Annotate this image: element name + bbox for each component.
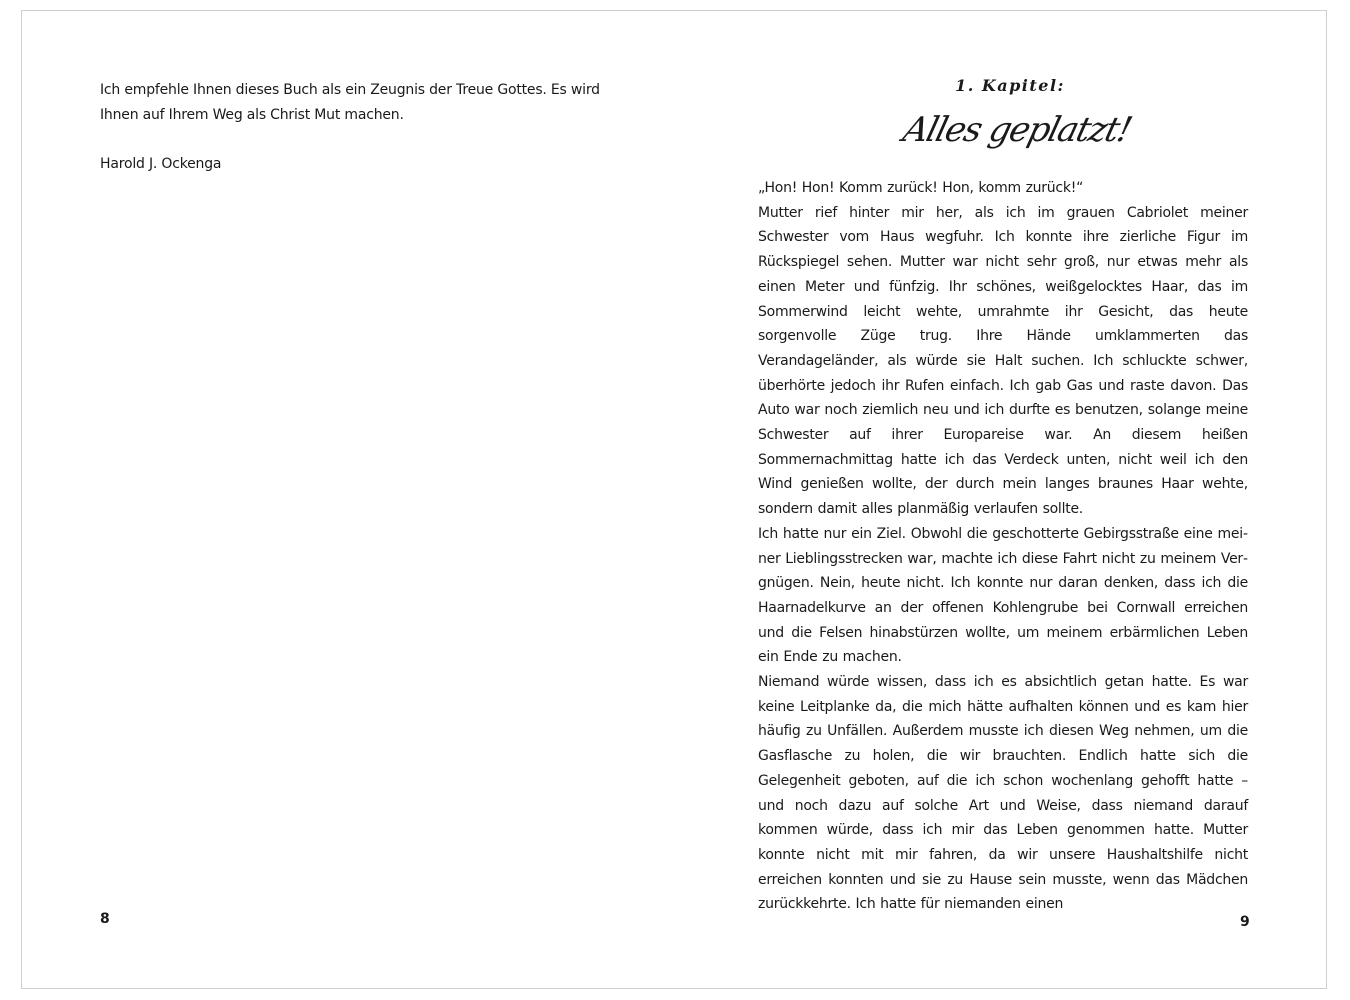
- page-number-left: 8: [100, 911, 110, 927]
- paragraph: Ich hatte nur ein Ziel. Obwohl die geschotterte Gebirgsstraße eine meiner Lieblingsstrecken war, machte ich diese Fahrt nicht zu meinem Vergnügen. Nein, heute nicht. Ich konnte nur daran denken, dass ich die Haarnadelkurve an der offenen Kohlengrube bei Cornwall erreichen und die Felsen hinabstürzen wollte, um meinem erbärmlichen Leben ein Ende zu machen.: [758, 525, 1248, 666]
- paragraph: „Hon! Hon! Komm zurück! Hon, komm zurück!“: [758, 180, 1084, 196]
- chapter-label: 1. Kapitel:: [955, 76, 1065, 95]
- foreword-text: Ich empfehle Ihnen dieses Buch als ein Zeugnis der Treue Gottes. Es wird Ihnen auf Ihrem Weg als Christ Mut machen.: [100, 82, 600, 123]
- page-number-right: 9: [1240, 914, 1250, 930]
- paragraph: Niemand würde wissen, dass ich es absichtlich getan hatte. Es war keine Leitplanke da, die mich hätte aufhalten können und es kam hier häufig zu Unfällen. Außerdem musste ich diesen Weg nehmen, um die Gasflasche zu holen, die wir brauchten. Endlich hatte sich die Gelegenheit geboten, auf die ich schon wochenlang gehofft hatte – und noch dazu auf solche Art und Weise, dass niemand darauf kommen würde, dass ich mir das Leben genommen hatte. Mutter konnte nicht mit mir fahren, da wir unsere Haushaltshilfe nicht erreichen konnten und sie zu Hause sein musste, wenn das Mädchen zurückkehrte. Ich hatte für niemanden einen: [758, 674, 1248, 913]
- paragraph: Mutter rief hinter mir her, als ich im grauen Cabriolet meiner Schwester vom Haus wegfuhr. Ich konnte ihre zierliche Figur im Rückspiegel sehen. Mutter war nicht sehr groß, nur etwas mehr als einen Meter und fünfzig. Ihr schönes, weißgelocktes Haar, das im Sommerwind leicht wehte, umrahmte ihr Gesicht, das heute sorgenvolle Züge trug. Ihre Hände umklammerten das Verandageländer, als würde sie Halt suchen. Ich schluckte schwer, überhörte jedoch ihr Rufen einfach. Ich gab Gas und raste davon. Das Auto war noch ziemlich neu und ich durfte es benutzen, solange meine Schwester auf ihrer Europareise war. An diesem heißen Sommernachmittag hatte ich das Verdeck unten, nicht weil ich den Wind genießen wollte, der durch mein langes braunes Haar wehte, sondern damit alles planmäßig verlaufen sollte.: [758, 204, 1248, 518]
- chapter-body: [758, 176, 1248, 917]
- chapter-title: Alles geplatzt!: [899, 110, 1135, 150]
- foreword-signature: Harold J. Ockenga: [100, 156, 222, 172]
